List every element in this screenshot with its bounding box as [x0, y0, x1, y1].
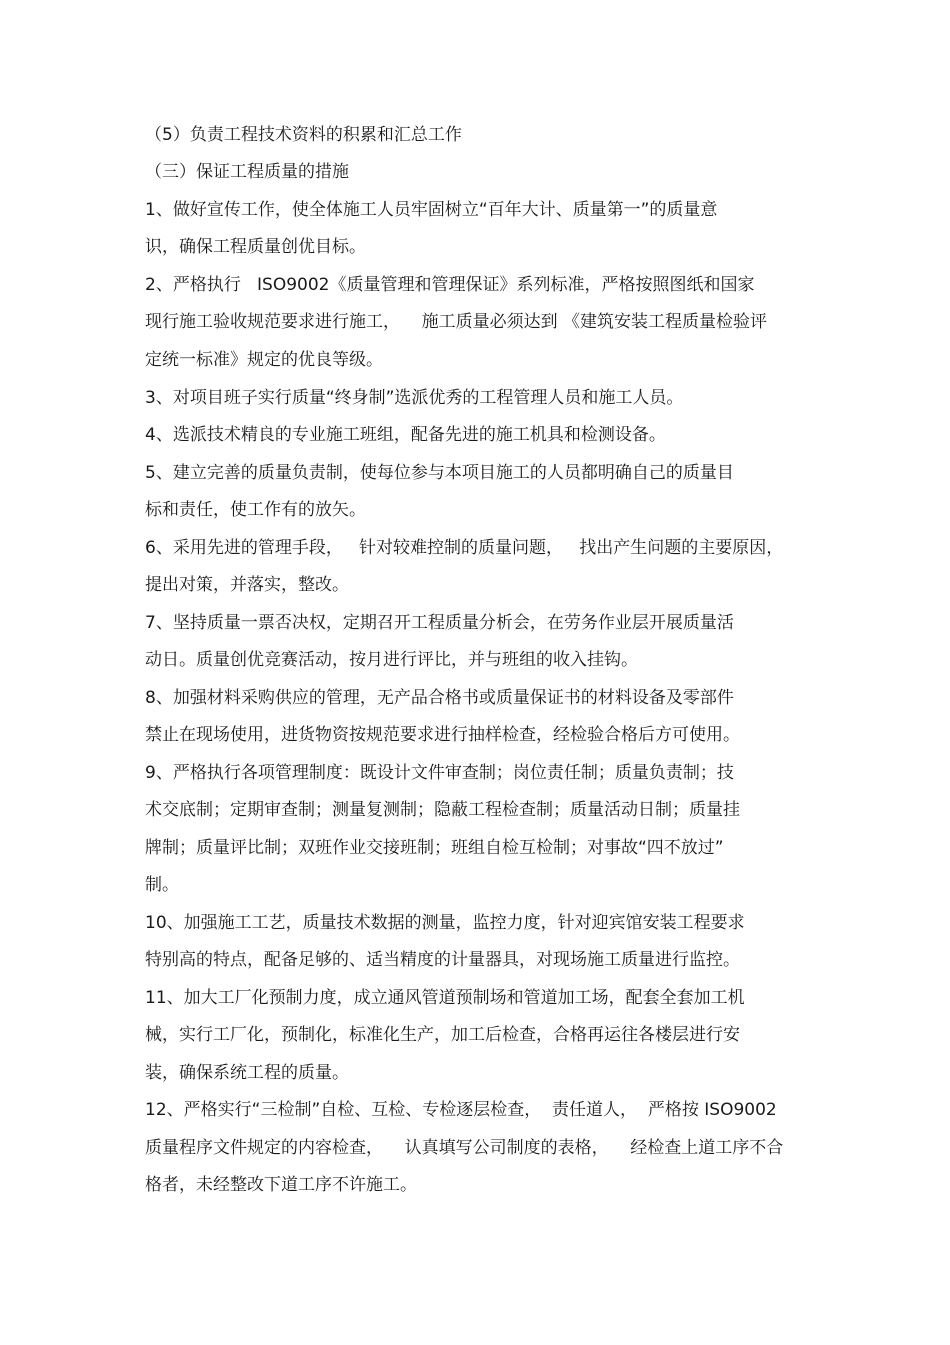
text-line: 格者，未经整改下道工序不许施工。	[145, 1175, 417, 1195]
text-line: 动日。质量创优竞赛活动，按月进行评比，并与班组的收入挂钩。	[145, 650, 638, 670]
text-line: 7、坚持质量一票否决权，定期召开工程质量分析会，在劳务作业层开展质量活	[145, 613, 734, 633]
text-line: 10、加强施工工艺，质量技术数据的测量，监控力度，针对迎宾馆安装工程要求	[145, 913, 745, 933]
text-line: 牌制；质量评比制；双班作业交接班制；班组自检互检制；对事故“四不放过”	[145, 838, 724, 858]
text-line: 定统一标准》规定的优良等级。	[145, 350, 383, 370]
text-line: 识，确保工程质量创优目标。	[145, 237, 366, 257]
text-line: 标和责任，使工作有的放矢。	[145, 500, 366, 520]
text-line: 2、严格执行 ISO9002《质量管理和管理保证》系列标准，严格按照图纸和国家	[145, 275, 755, 295]
text-line: 11、加大工厂化预制力度，成立通风管道预制场和管道加工场，配套全套加工机	[145, 988, 745, 1008]
section-heading: （三）保证工程质量的措施	[145, 162, 349, 182]
text-line: 禁止在现场使用，进货物资按规范要求进行抽样检查，经检验合格后方可使用。	[145, 725, 740, 745]
text-line: 9、严格执行各项管理制度：既设计文件审查制；岗位责任制；质量负责制；技	[145, 763, 734, 783]
text-line: 4、选派技术精良的专业施工班组，配备先进的施工机具和检测设备。	[145, 425, 666, 445]
text-line: 质量程序文件规定的内容检查， 认真填写公司制度的表格， 经检查上道工序不合	[145, 1138, 784, 1158]
text-line: 特别高的特点，配备足够的、适当精度的计量器具，对现场施工质量进行监控。	[145, 950, 740, 970]
text-line: 8、加强材料采购供应的管理，无产品合格书或质量保证书的材料设备及零部件	[145, 688, 734, 708]
text-line: 提出对策，并落实，整改。	[145, 575, 349, 595]
text-line: 现行施工验收规范要求进行施工， 施工质量必须达到 《建筑安装工程质量检验评	[145, 312, 768, 332]
text-line: 制。	[145, 875, 179, 895]
text-line: 6、采用先进的管理手段， 针对较难控制的质量问题， 找出产生问题的主要原因，	[145, 538, 784, 558]
text-line: 3、对项目班子实行质量“终身制”选派优秀的工程管理人员和施工人员。	[145, 388, 684, 408]
text-line: （5）负责工程技术资料的积累和汇总工作	[145, 125, 462, 145]
text-line: 1、做好宣传工作，使全体施工人员牢固树立“百年大计、质量第一”的质量意	[145, 200, 718, 220]
text-line: 装，确保系统工程的质量。	[145, 1063, 349, 1083]
text-line: 术交底制；定期审查制；测量复测制；隐蔽工程检查制；质量活动日制；质量挂	[145, 800, 740, 820]
text-line: 12、严格实行“三检制”自检、互检、专检逐层检查， 责任道人， 严格按 ISO9002	[145, 1100, 777, 1120]
text-line: 5、建立完善的质量负责制，使每位参与本项目施工的人员都明确自己的质量目	[145, 463, 734, 483]
text-line: 械，实行工厂化，预制化，标准化生产，加工后检查，合格再运往各楼层进行安	[145, 1025, 740, 1045]
